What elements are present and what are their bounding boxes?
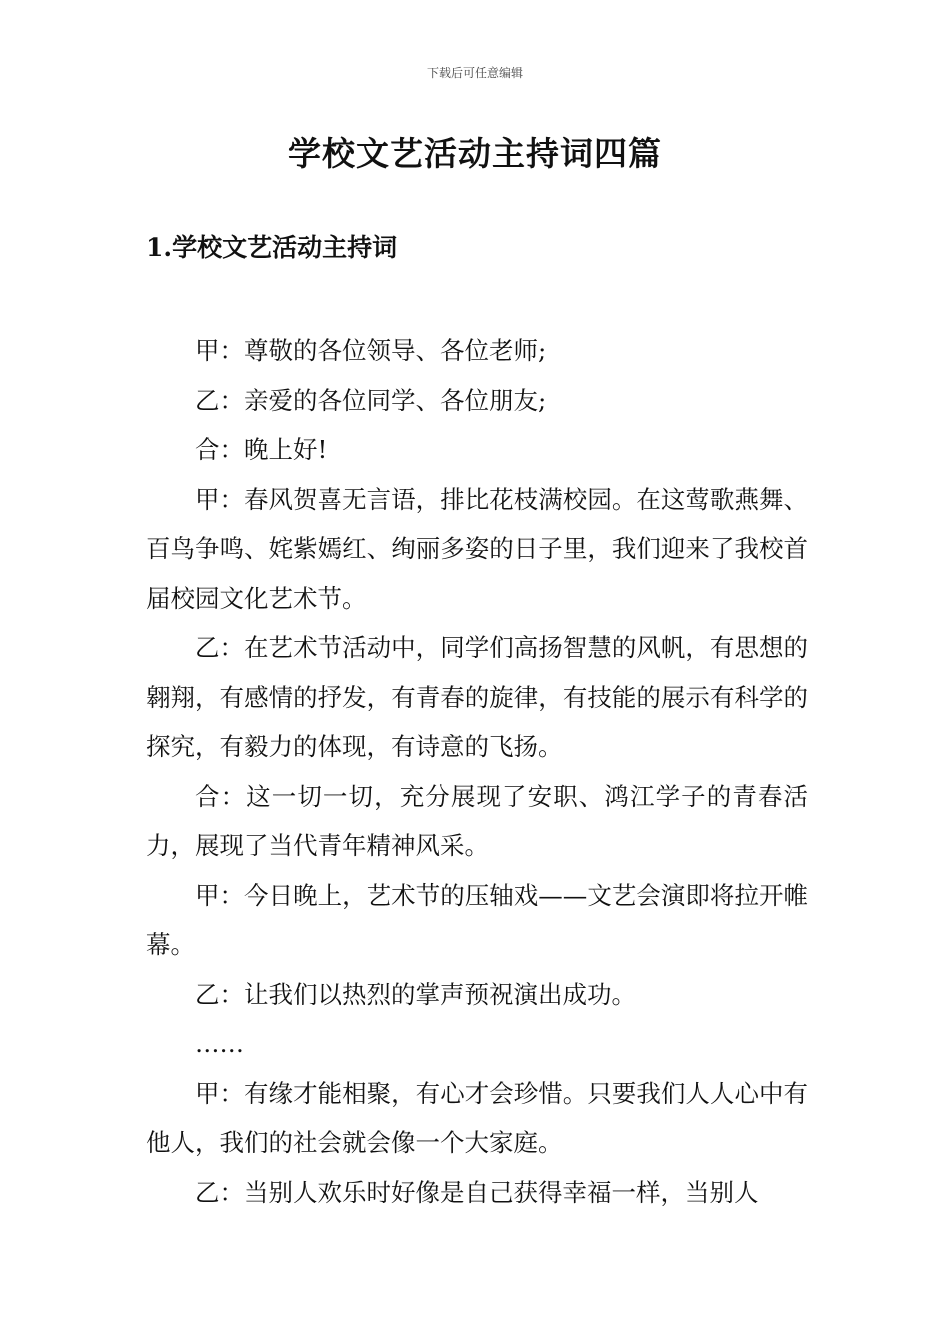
paragraph: 甲：有缘才能相聚，有心才会珍惜。只要我们人人心中有他人，我们的社会就会像一个大家庭。 [146, 1078, 808, 1157]
ellipsis-line: …… [195, 1029, 244, 1058]
paragraph: 乙：当别人欢乐时好像是自己获得幸福一样，当别人 [195, 1177, 759, 1207]
section-heading: 1.学校文艺活动主持词 [146, 233, 398, 262]
document-body [146, 326, 808, 1217]
document-title: 学校文艺活动主持词四篇 [288, 134, 662, 173]
paragraph: 乙：亲爱的各位同学、各位朋友; [195, 385, 547, 415]
paragraph: 甲：尊敬的各位领导、各位老师; [195, 336, 547, 365]
paragraph: 合：这一切一切，充分展现了安职、鸿江学子的青春活力，展现了当代青年精神风采。 [146, 781, 808, 860]
paragraph: 乙：在艺术节活动中，同学们高扬智慧的风帆，有思想的翱翔，有感情的抒发，有青春的旋律，有技能的展示有科学的探究，有毅力的体现，有诗意的飞扬。 [146, 633, 808, 761]
paragraph: 合：晚上好! [195, 435, 328, 464]
paragraph: 甲：春风贺喜无言语，排比花枝满校园。在这莺歌燕舞、百鸟争鸣、姹紫嫣红、绚丽多姿的日子里，我们迎来了我校首届校园文化艺术节。 [146, 484, 808, 613]
paragraph: 乙：让我们以热烈的掌声预祝演出成功。 [195, 979, 636, 1009]
paragraph: 甲：今日晚上，艺术节的压轴戏——文艺会演即将拉开帷幕。 [146, 880, 808, 959]
page-header-note: 下载后可任意编辑 [426, 66, 523, 80]
